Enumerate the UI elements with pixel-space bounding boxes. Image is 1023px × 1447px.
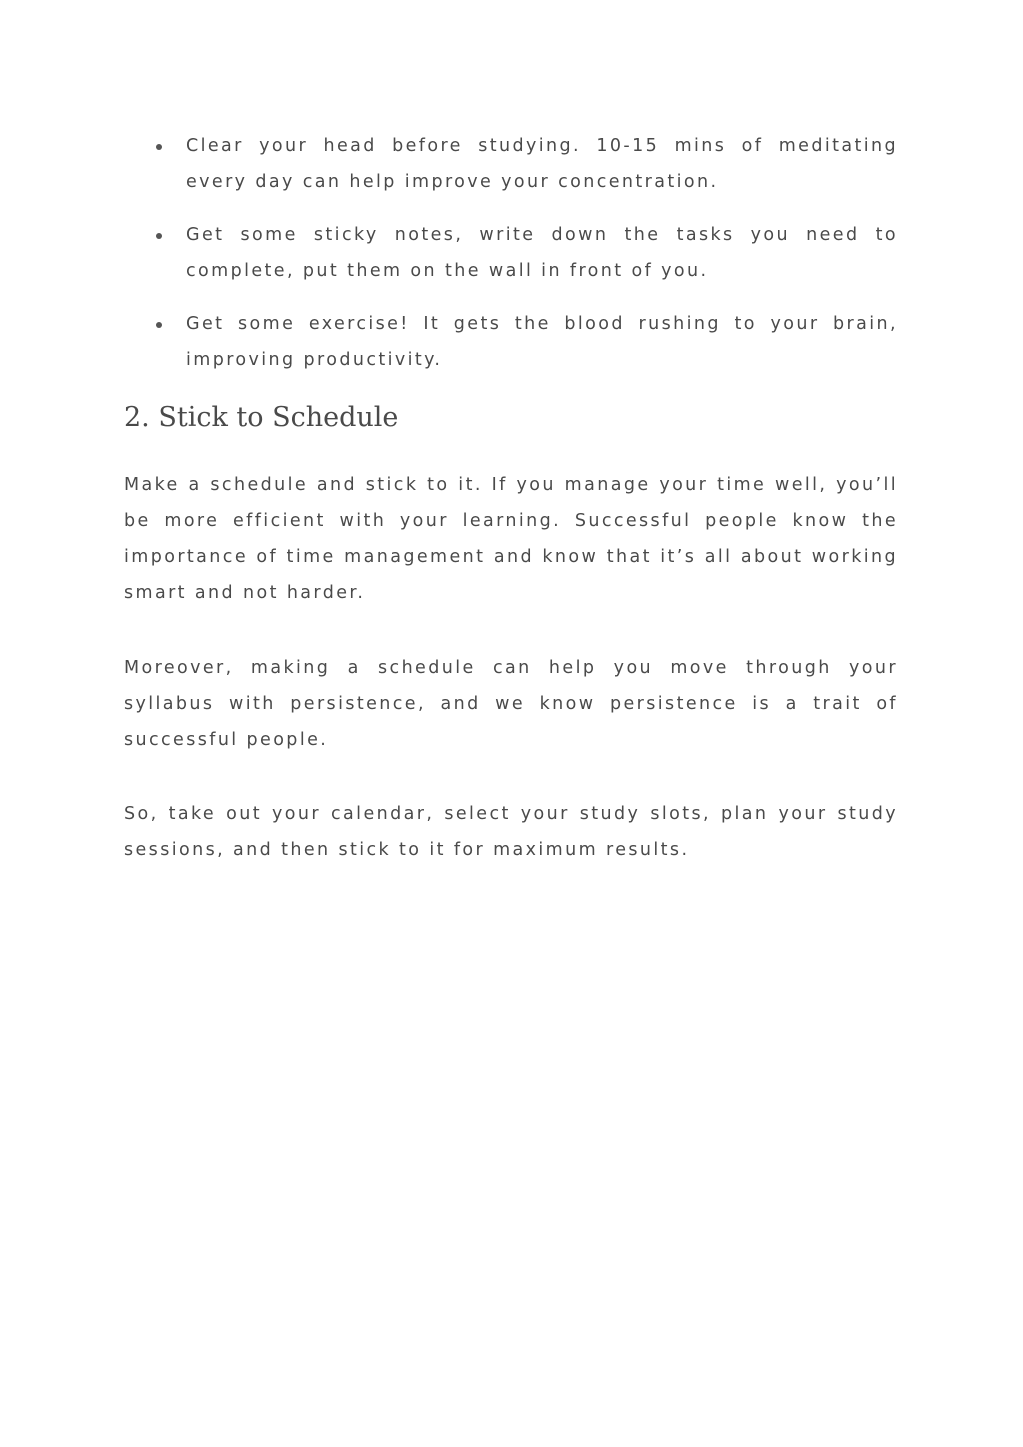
document-page	[124, 128, 898, 868]
bullet-text: Clear your head before studying. 10-15 mins of meditating every day can help improve your concentration.	[186, 136, 898, 192]
tips-bullet-list	[124, 128, 898, 378]
bullet-text: Get some exercise! It gets the blood rushing to your brain, improving productivity.	[186, 314, 898, 370]
list-item	[124, 128, 898, 200]
bullet-dot-icon	[156, 233, 162, 239]
list-item	[124, 217, 898, 289]
bullet-dot-icon	[156, 322, 162, 328]
paragraph: Make a schedule and stick to it. If you manage your time well, you’ll be more efficient with your learning. Successful people know the importance of time management and know that it’s all about working smart and not harder.	[124, 475, 898, 603]
bullet-dot-icon	[156, 144, 162, 150]
paragraph: Moreover, making a schedule can help you move through your syllabus with persistence, and we know persistence is a trait of successful people.	[124, 658, 898, 750]
list-item	[124, 306, 898, 378]
section-heading: 2. Stick to Schedule	[124, 402, 399, 433]
bullet-text: Get some sticky notes, write down the tasks you need to complete, put them on the wall in front of you.	[186, 225, 898, 281]
paragraph: So, take out your calendar, select your study slots, plan your study sessions, and then stick to it for maximum results.	[124, 804, 898, 860]
